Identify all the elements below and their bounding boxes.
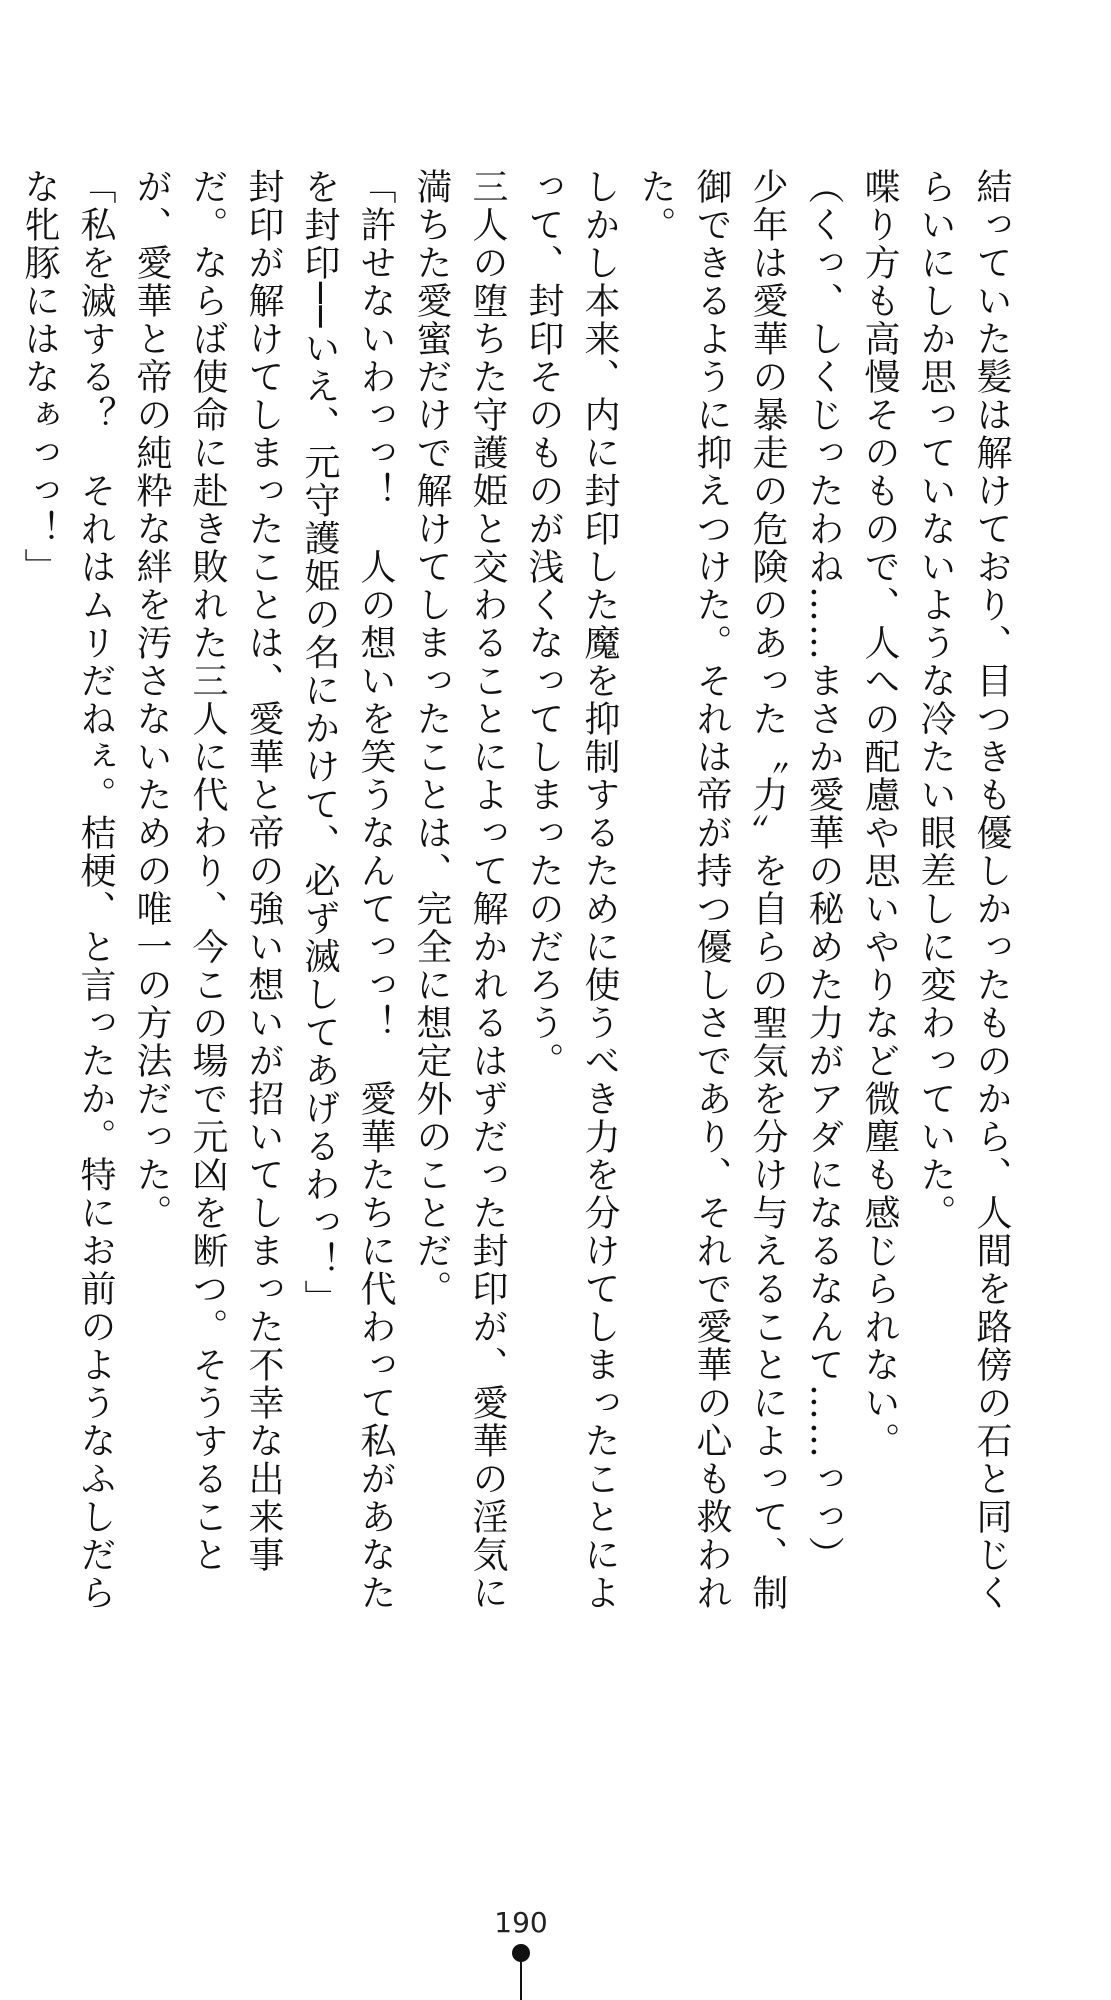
page-marker-line [520, 1960, 522, 2000]
page-number: 190 [494, 1906, 548, 1939]
paragraph-2: 喋り方も高慢そのもので、人への配慮や思いやりなど微塵も感じられない。 [859, 168, 900, 1460]
paragraph-6: 三人の堕ちた守護姫と交わることによって解かれるはずだった封印が、愛華の淫気に満ちた愛蜜だけで解けてしまったことは、完全に想定外のことだ。 [411, 168, 508, 1612]
paragraph-4: 少年は愛華の暴走の危険のあった〝力〟を自らの聖気を分け与えることによって、制御できるように抑えつけた。それは帝が持つ優しさであり、それで愛華の心も救われた。 [635, 168, 788, 1612]
paragraph-9: 「私を滅する？ それはムリだねぇ。桔梗、と言ったか。特にお前のようなふしだらな牝豚にはなぁっっ！」 [19, 168, 116, 1612]
vertical-text-body [19, 168, 1019, 1628]
paragraph-5: しかし本来、内に封印した魔を抑制するために使うべき力を分けてしまったことによって、封印そのものが浅くなってしまったのだろう。 [523, 168, 620, 1612]
paragraph-8: 封印が解けてしまったことは、愛華と帝の強い想いが招いてしまった不幸な出来事だ。ならば使命に赴き敗れた三人に代わり、今この場で元凶を断つ。そうすることが、愛華と帝の純粋な絆を汚さないための唯一の方法だった。 [131, 168, 284, 1574]
paragraph-1: 結っていた髪は解けており、目つきも優しかったものから、人間を路傍の石と同じくらいにしか思っていないような冷たい眼差しに変わっていた。 [915, 168, 1012, 1612]
paragraph-3: （くっ、しくじったわね……まさか愛華の秘めた力がアダになるなんて……っっ） [803, 168, 844, 1574]
paragraph-7: 「許せないわっっ！ 人の想いを笑うなんてっっ！ 愛華たちに代わって私があなたを封印──いえ、元守護姫の名にかけて、必ず滅してあげるわっ！」 [299, 168, 396, 1612]
